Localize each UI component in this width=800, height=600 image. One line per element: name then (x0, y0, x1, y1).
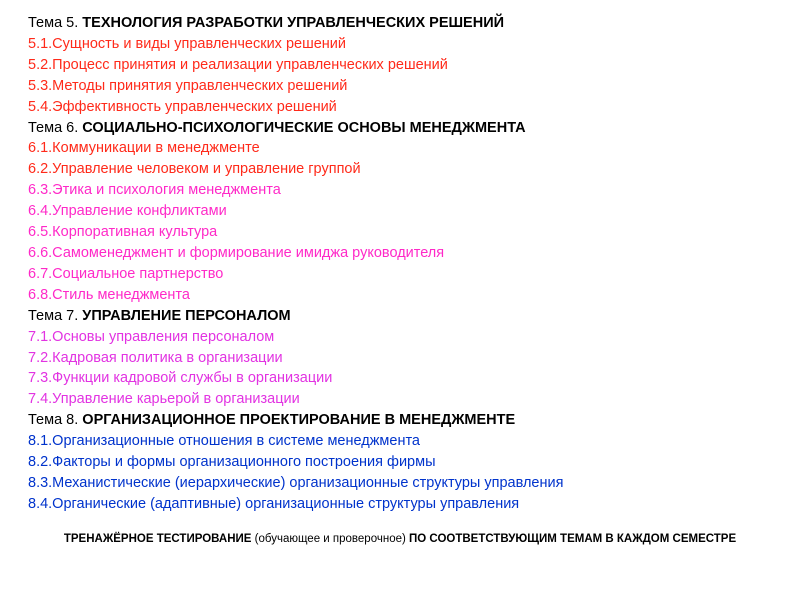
subtopic-item: 6.6.Самоменеджмент и формирование имиджа руководителя (28, 244, 445, 261)
subtopic-item: 6.2.Управление человеком и управление группой (28, 161, 361, 178)
subtopic-item: 6.3.Этика и психология менеджмента (28, 182, 281, 199)
topic-heading (28, 13, 788, 34)
topic-heading (28, 118, 788, 139)
topic-title: ТЕХНОЛОГИЯ РАЗРАБОТКИ УПРАВЛЕНЧЕСКИХ РЕШЕНИЙ (78, 15, 505, 31)
subtopic-item: 5.4.Эффективность управленческих решений (28, 98, 337, 115)
topic-title: СОЦИАЛЬНО-ПСИХОЛОГИЧЕСКИЕ ОСНОВЫ МЕНЕДЖМЕНТА (78, 119, 526, 136)
subtopic-item: 8.3.Механистические (иерархические) организационные структуры управления (28, 474, 564, 491)
footer-part-2: (обучающее и проверочное) (254, 533, 406, 545)
topic-prefix: Тема 5. (28, 15, 79, 31)
footer-part-1: ТРЕНАЖЁРНОЕ ТЕСТИРОВАНИЕ (63, 533, 255, 545)
subtopic-item: 7.4.Управление карьерой в организации (28, 391, 300, 408)
testing-footer-note (28, 533, 772, 546)
topic-prefix: Тема 6. (28, 119, 79, 136)
footer-part-3: ПО СООТВЕТСТВУЮЩИМ ТЕМАМ В КАЖДОМ СЕМЕСТРЕ (405, 533, 737, 545)
subtopic-item: 6.4.Управление конфликтами (28, 203, 227, 220)
subtopic-item: 5.1.Сущность и виды управленческих решений (28, 35, 346, 52)
subtopic-item: 7.2.Кадровая политика в организации (28, 349, 283, 366)
subtopic-item: 5.2.Процесс принятия и реализации управленческих решений (28, 56, 448, 73)
subtopic-item: 5.3.Методы принятия управленческих решений (28, 77, 348, 94)
subtopic-item: 6.5.Корпоративная культура (28, 224, 218, 241)
subtopic-item: 6.1.Коммуникации в менеджменте (28, 140, 260, 157)
topic-prefix: Тема 8. (28, 412, 79, 429)
topics-list (28, 13, 788, 515)
subtopic-item: 7.1.Основы управления персоналом (28, 328, 275, 345)
topic-title: ОРГАНИЗАЦИОННОЕ ПРОЕКТИРОВАНИЕ В МЕНЕДЖМЕНТЕ (78, 412, 516, 429)
topic-heading (28, 306, 788, 327)
subtopic-item: 8.4.Органические (адаптивные) организационные структуры управления (28, 495, 520, 512)
topic-title: УПРАВЛЕНИЕ ПЕРСОНАЛОМ (78, 307, 291, 324)
subtopic-item: 6.7.Социальное партнерство (28, 265, 224, 282)
topic-prefix: Тема 7. (28, 307, 79, 324)
subtopic-item: 8.2.Факторы и формы организационного построения фирмы (28, 454, 436, 471)
subtopic-item: 8.1.Организационные отношения в системе менеджмента (28, 433, 420, 450)
subtopic-item: 7.3.Функции кадровой службы в организации (28, 370, 333, 387)
subtopic-item: 6.8.Стиль менеджмента (28, 286, 190, 303)
topic-heading (28, 410, 788, 431)
